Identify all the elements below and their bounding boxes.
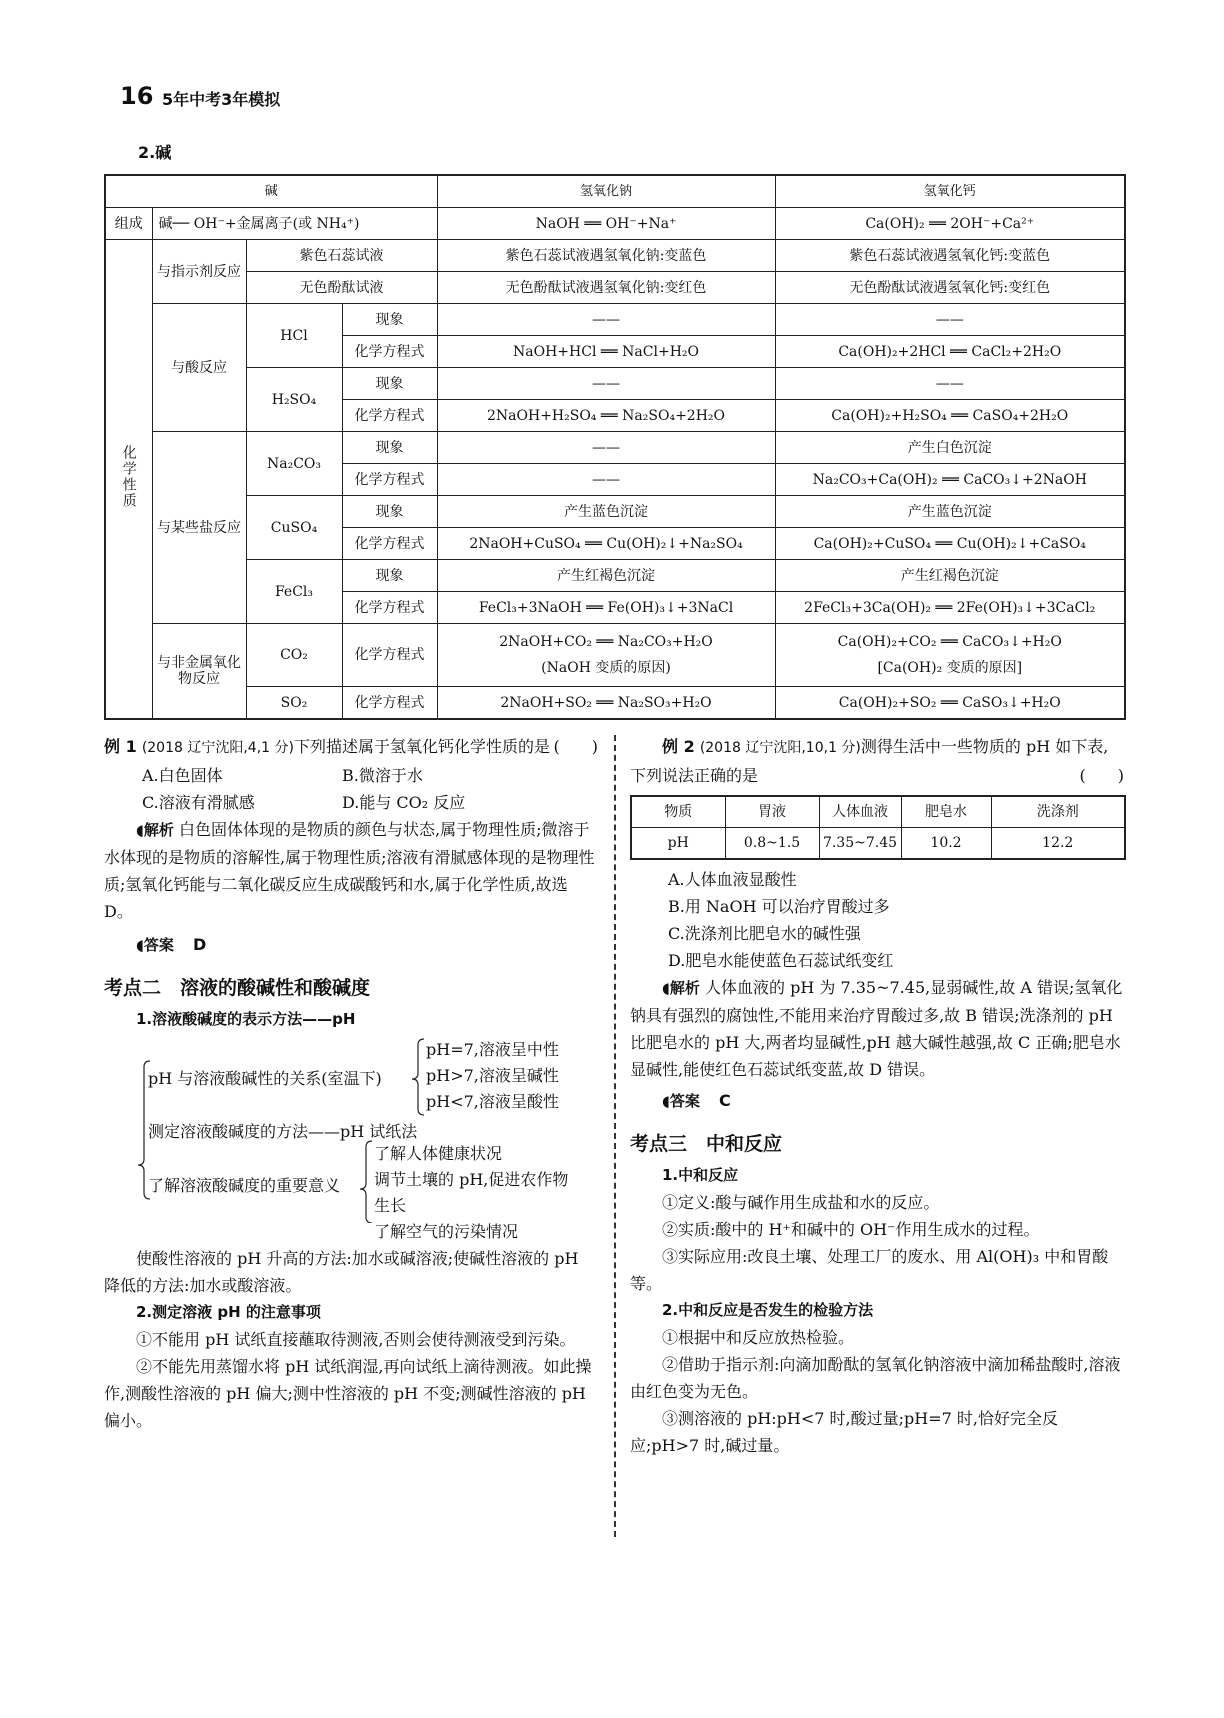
section3-item: ②借助于指示剂:向滴加酚酞的氢氧化钠溶液中滴加稀盐酸时,溶液由红色变为无色。 (630, 1355, 1121, 1401)
example1-paren: ( ) (553, 737, 598, 756)
answer-icon: ◖ (136, 936, 144, 954)
table-row (105, 272, 1125, 304)
cell: 化学方程式 (342, 624, 437, 687)
option-d: D.肥皂水能使蓝色石蕊试纸变红 (668, 951, 894, 970)
cell: pH (631, 828, 725, 860)
cell: —— (437, 368, 775, 400)
option-a: A.人体血液显酸性 (668, 870, 797, 889)
cell (775, 624, 1125, 687)
ph-importance-item: 了解人体健康状况 (374, 1144, 503, 1163)
cell: 化学方程式 (342, 400, 437, 432)
cell: 肥皂水 (901, 796, 991, 828)
section2-note2: ②不能先用蒸馏水将 pH 试纸润湿,再向试纸上滴待测液。如此操作,测酸性溶液的 pH 偏大;测中性溶液的 pH 不变;测碱性溶液的 pH 偏小。 (104, 1357, 592, 1430)
analysis-tag: 解析 (143, 821, 174, 839)
column-divider (614, 735, 616, 1537)
example1-stem (104, 733, 598, 762)
cell: 化学方程式 (342, 687, 437, 720)
indicator-label: 与指示剂反应 (152, 240, 246, 304)
cell: CO₂ (246, 624, 342, 687)
composition-general: 碱── OH⁻+金属离子(或 NH₄⁺) (152, 208, 437, 240)
table-row (105, 687, 1125, 720)
section3-item: ①定义:酸与碱作用生成盐和水的反应。 (662, 1193, 940, 1212)
table-row (105, 368, 1125, 400)
cell: HCl (246, 304, 342, 368)
ph-relation-item: pH<7,溶液呈酸性 (426, 1092, 559, 1111)
cell: 紫色石蕊试液 (246, 240, 437, 272)
cell: 无色酚酞试液 (246, 272, 437, 304)
section2-para1: 使酸性溶液的 pH 升高的方法:加水或碱溶液;使碱性溶液的 pH 降低的方法:加水或酸溶液。 (104, 1249, 579, 1295)
cell: 2NaOH+SO₂ ══ Na₂SO₃+H₂O (437, 687, 775, 720)
option-c: C.溶液有滑腻感 (142, 793, 255, 812)
option-c: C.洗涤剂比肥皂水的碱性强 (668, 924, 861, 943)
section3-item: ①根据中和反应放热检验。 (662, 1328, 855, 1347)
example2-source: (2018 辽宁沈阳,10,1 分) (699, 740, 861, 756)
answer-value: C (719, 1091, 731, 1110)
cell: 人体血液 (819, 796, 901, 828)
example1-options-row (104, 789, 598, 816)
cell-eq: Ca(OH)₂+CO₂ ══ CaCO₃↓+H₂O (837, 634, 1062, 650)
cell: 产生蓝色沉淀 (775, 496, 1125, 528)
section3-sub2: 2.中和反应是否发生的检验方法 (662, 1301, 874, 1319)
table-row (105, 560, 1125, 592)
table-row (105, 240, 1125, 272)
cell: 化学方程式 (342, 336, 437, 368)
cell: FeCl₃+3NaOH ══ Fe(OH)₃↓+3NaCl (437, 592, 775, 624)
ph-importance-item: 了解空气的污染情况 (374, 1222, 519, 1241)
table-row (105, 624, 1125, 687)
nonmetal-label: 与非金属氧化物反应 (152, 624, 246, 720)
cell: 10.2 (901, 828, 991, 860)
ph-summary-diagram (104, 1033, 598, 1241)
cell: 物质 (631, 796, 725, 828)
cell: 2NaOH+CuSO₄ ══ Cu(OH)₂↓+Na₂SO₄ (437, 528, 775, 560)
cell: —— (775, 368, 1125, 400)
cell: H₂SO₄ (246, 368, 342, 432)
cell: Ca(OH)₂+CuSO₄ ══ Cu(OH)₂↓+CaSO₄ (775, 528, 1125, 560)
cell: Ca(OH)₂ ══ 2OH⁻+Ca²⁺ (775, 208, 1125, 240)
cell: 产生红褐色沉淀 (437, 560, 775, 592)
cell: 化学方程式 (342, 528, 437, 560)
analysis-text: 人体血液的 pH 为 7.35~7.45,显弱碱性,故 A 错误;氢氧化钠具有强烈的腐蚀性,不能用来治疗胃酸过多,故 B 错误;洗涤剂的 pH 比肥皂水的 pH 大,两者均显碱性,pH 越大碱性越强,故 C 正确;肥皂水显碱性,能使红色石蕊试纸变蓝,故 D 错误。 (630, 978, 1123, 1079)
answer-value: D (193, 935, 207, 954)
example2-answer (630, 1087, 1124, 1115)
left-column (104, 733, 598, 1434)
cell-note: (NaOH 变质的原因) (541, 660, 671, 676)
answer-icon: ◖ (662, 1092, 670, 1110)
cell: 产生红褐色沉淀 (775, 560, 1125, 592)
cell: 化学方程式 (342, 464, 437, 496)
example1-analysis (104, 816, 598, 925)
option-d: D.能与 CO₂ 反应 (342, 793, 466, 812)
cell: 7.35~7.45 (819, 828, 901, 860)
cell (437, 624, 775, 687)
ph-relation-item: pH>7,溶液呈碱性 (426, 1066, 559, 1085)
composition-label: 组成 (105, 208, 152, 240)
example2-tag: 例 2 (662, 737, 695, 756)
table-row (105, 304, 1125, 336)
chem-props-label (105, 240, 152, 720)
section3-item: ②实质:酸中的 H⁺和碱中的 OH⁻作用生成水的过程。 (662, 1220, 1040, 1239)
cell: 现象 (342, 432, 437, 464)
cell: 现象 (342, 496, 437, 528)
cell-note: [Ca(OH)₂ 变质的原因] (877, 660, 1023, 676)
base-properties-table (104, 174, 1126, 720)
cell: Na₂CO₃ (246, 432, 342, 496)
ph-relation-item: pH=7,溶液呈中性 (426, 1040, 559, 1059)
salt-label: 与某些盐反应 (152, 432, 246, 624)
cell: 化学方程式 (342, 592, 437, 624)
cell: FeCl₃ (246, 560, 342, 624)
cell: 现象 (342, 368, 437, 400)
section3-title: 考点三 中和反应 (630, 1133, 783, 1155)
ph-table (630, 795, 1126, 860)
answer-tag: 答案 (143, 936, 174, 954)
cell: Ca(OH)₂+SO₂ ══ CaSO₃↓+H₂O (775, 687, 1125, 720)
cell: 胃液 (725, 796, 819, 828)
cell: CuSO₄ (246, 496, 342, 560)
section2-sub1: 1.溶液酸碱度的表示方法——pH (136, 1010, 356, 1028)
cell: —— (437, 464, 775, 496)
cell: 产生白色沉淀 (775, 432, 1125, 464)
cell: 产生蓝色沉淀 (437, 496, 775, 528)
cell: 洗涤剂 (991, 796, 1125, 828)
cell: 紫色石蕊试液遇氢氧化钙:变蓝色 (775, 240, 1125, 272)
ph-importance-item: 调节土壤的 pH,促进农作物生长 (374, 1170, 569, 1215)
analysis-icon: ◖ (136, 821, 144, 839)
cell: 12.2 (991, 828, 1125, 860)
book-title: 5年中考3年模拟 (162, 90, 281, 109)
cell: 无色酚酞试液遇氢氧化钠:变红色 (437, 272, 775, 304)
cell: 现象 (342, 304, 437, 336)
example2-question: 测得生活中一些物质的 pH 如下表,下列说法正确的是 (630, 737, 1109, 785)
cell: 2NaOH+H₂SO₄ ══ Na₂SO₄+2H₂O (437, 400, 775, 432)
table-row (631, 828, 1125, 860)
ph-relation-label: pH 与溶液酸碱性的关系(室温下) (148, 1069, 382, 1088)
answer-tag: 答案 (669, 1092, 700, 1110)
cell: —— (437, 432, 775, 464)
option-b: B.微溶于水 (342, 766, 423, 785)
cell: 紫色石蕊试液遇氢氧化钠:变蓝色 (437, 240, 775, 272)
table-row (105, 496, 1125, 528)
cell: 0.8~1.5 (725, 828, 819, 860)
analysis-text: 白色固体体现的是物质的颜色与状态,属于物理性质;微溶于水体现的是物质的溶解性,属于物理性质;溶液有滑腻感体现的是物理性质;氢氧化钙能与二氧化碳反应生成碳酸钙和水,属于化学性质,故选 D。 (104, 820, 595, 921)
table-header-row (105, 175, 1125, 208)
table-row (105, 208, 1125, 240)
cell: Ca(OH)₂+2HCl ══ CaCl₂+2H₂O (775, 336, 1125, 368)
option-b: B.用 NaOH 可以治疗胃酸过多 (668, 897, 890, 916)
section2-note1: ①不能用 pH 试纸直接蘸取待测液,否则会使待测液受到污染。 (136, 1330, 576, 1349)
cell-eq: 2NaOH+CO₂ ══ Na₂CO₃+H₂O (499, 634, 713, 650)
example1-source: (2018 辽宁沈阳,4,1 分) (141, 740, 294, 756)
right-column (630, 733, 1124, 1459)
section3-sub1: 1.中和反应 (662, 1166, 739, 1184)
cell: —— (775, 304, 1125, 336)
section3-item: ③测溶液的 pH:pH<7 时,酸过量;pH=7 时,恰好完全反应;pH>7 时,碱过量。 (630, 1409, 1058, 1455)
header-caoh: 氢氧化钙 (775, 175, 1125, 208)
example2-analysis (630, 974, 1124, 1083)
cell: NaOH ══ OH⁻+Na⁺ (437, 208, 775, 240)
cell: —— (437, 304, 775, 336)
example1-tag: 例 1 (104, 737, 137, 756)
ph-importance-label: 了解溶液酸碱度的重要意义 (148, 1176, 341, 1195)
section3-item: ③实际应用:改良土壤、处理工厂的废水、用 Al(OH)₃ 中和胃酸等。 (630, 1247, 1109, 1293)
example1-answer (104, 931, 598, 959)
analysis-tag: 解析 (669, 979, 700, 997)
example2-stem (630, 733, 1124, 789)
cell: 无色酚酞试液遇氢氧化钙:变红色 (775, 272, 1125, 304)
header-naoh: 氢氧化钠 (437, 175, 775, 208)
table-row (105, 432, 1125, 464)
cell: NaOH+HCl ══ NaCl+H₂O (437, 336, 775, 368)
ph-measure-method: 测定溶液酸碱度的方法——pH 试纸法 (148, 1122, 418, 1141)
table-row (631, 796, 1125, 828)
cell: 2FeCl₃+3Ca(OH)₂ ══ 2Fe(OH)₃↓+3CaCl₂ (775, 592, 1125, 624)
header-base: 碱 (105, 175, 437, 208)
cell: 现象 (342, 560, 437, 592)
cell: Na₂CO₃+Ca(OH)₂ ══ CaCO₃↓+2NaOH (775, 464, 1125, 496)
cell: SO₂ (246, 687, 342, 720)
page-number: 16 (120, 82, 154, 110)
option-a: A.白色固体 (142, 766, 223, 785)
section2-sub2: 2.测定溶液 pH 的注意事项 (136, 1303, 321, 1321)
example2-paren: ( ) (1079, 766, 1124, 785)
cell: Ca(OH)₂+H₂SO₄ ══ CaSO₄+2H₂O (775, 400, 1125, 432)
example1-options-row (104, 762, 598, 789)
example1-question: 下列描述属于氢氧化钙化学性质的是 (293, 737, 550, 756)
section-heading-base: 2.碱 (138, 143, 172, 162)
analysis-icon: ◖ (662, 979, 670, 997)
chem-props-text: 化学性质 (120, 445, 137, 509)
acid-label: 与酸反应 (152, 304, 246, 432)
section2-title: 考点二 溶液的酸碱性和酸碱度 (104, 977, 371, 999)
